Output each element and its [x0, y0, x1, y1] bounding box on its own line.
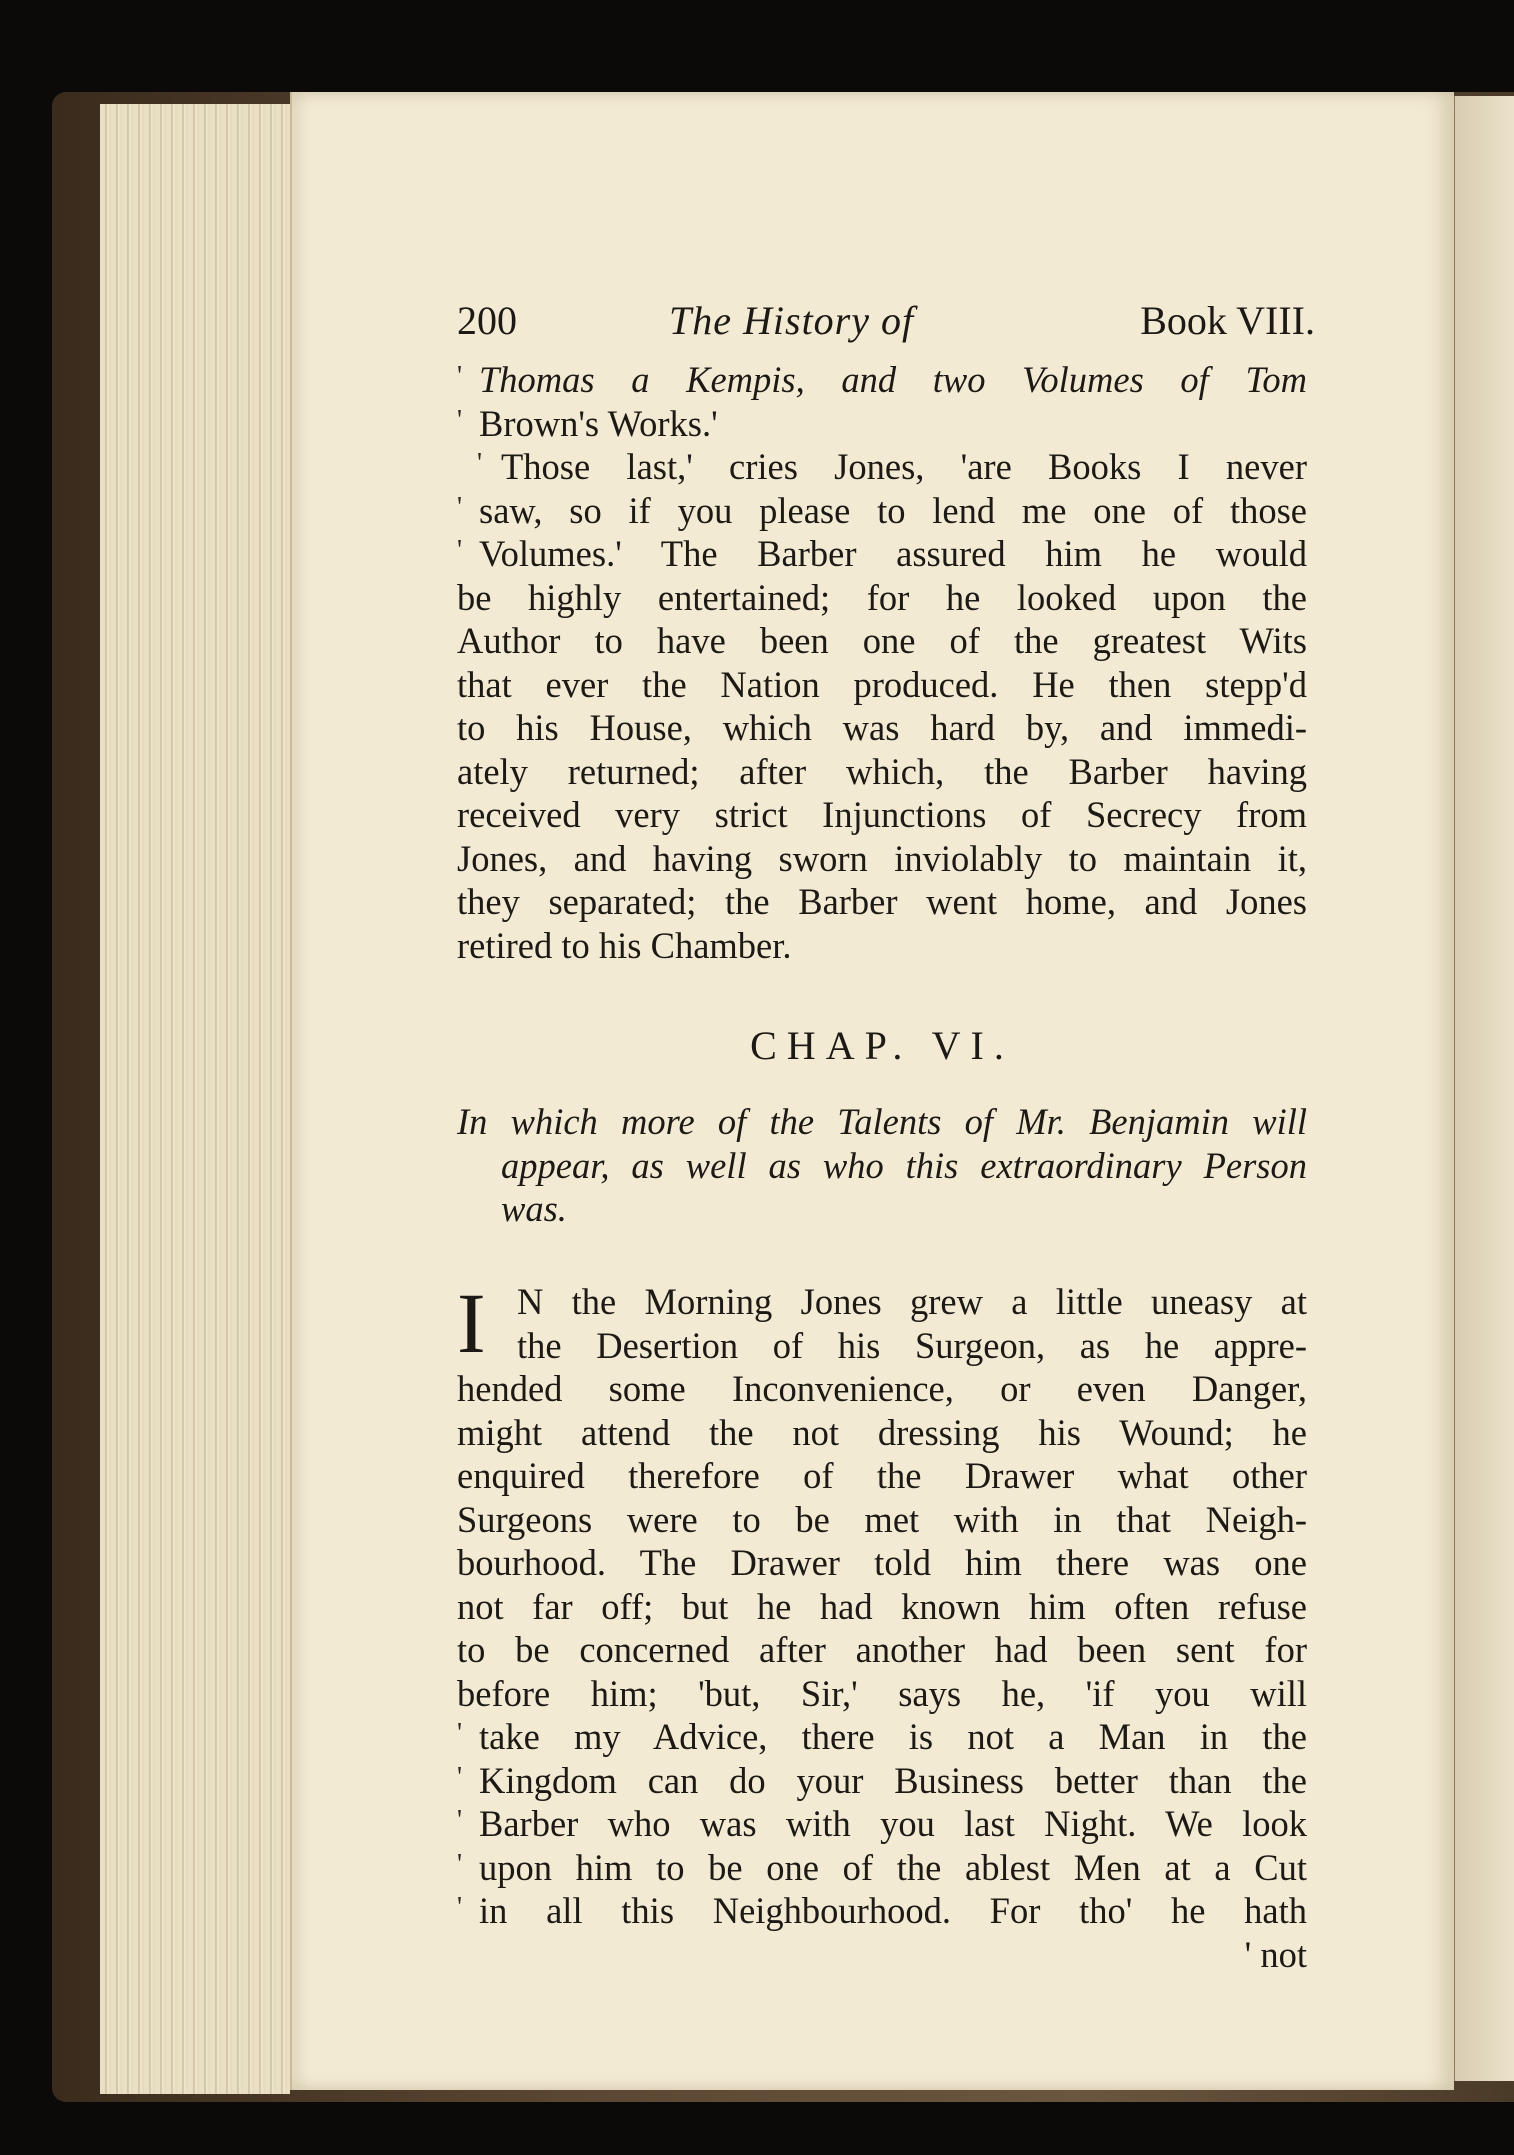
- text-line: ' Thomas a Kempis, and two Volumes of Tom: [457, 359, 1307, 400]
- text-line: ' take my Advice, there is not a Man in the: [457, 1716, 1307, 1757]
- chapter-title-line: In which more of the Talents of Mr. Benjamin will: [457, 1101, 1307, 1142]
- text-line: ' in all this Neighbourhood. For tho' he hath: [457, 1890, 1307, 1931]
- text-line: the Desertion of his Surgeon, as he appre-: [517, 1324, 1307, 1366]
- text-line: ' Volumes.' The Barber assured him he would: [457, 533, 1307, 574]
- quote-mark: ': [457, 1761, 463, 1793]
- text-line: ately returned; after which, the Barber having: [457, 750, 1307, 792]
- text-line: to be concerned after another had been sent for: [457, 1629, 1307, 1670]
- quote-mark: ': [457, 404, 463, 436]
- text-line: bourhood. The Drawer told him there was one: [457, 1542, 1307, 1583]
- paragraph-2: [457, 1275, 1307, 1976]
- text-line: received very strict Injunctions of Secrecy from: [457, 794, 1307, 835]
- page-number: 200: [457, 298, 517, 343]
- text-line: Surgeons were to be met with in that Neigh-: [457, 1498, 1307, 1540]
- quote-mark: ': [457, 535, 463, 566]
- text-line: Jones, and having sworn inviolably to maintain it,: [457, 837, 1307, 879]
- text-line: Author to have been one of the greatest Wits: [457, 620, 1307, 661]
- text-line: enquired therefore of the Drawer what other: [457, 1455, 1307, 1496]
- text-line: before him; 'but, Sir,' says he, 'if you will: [457, 1672, 1307, 1714]
- running-title: The History of: [669, 298, 915, 343]
- text-line: be highly entertained; for he looked upon the: [457, 576, 1307, 618]
- text-line: hended some Inconvenience, or even Danger,: [457, 1368, 1307, 1409]
- quote-mark: ': [457, 1805, 463, 1836]
- paragraph-1: [457, 358, 1307, 967]
- text-line: to his House, which was hard by, and immedi-: [457, 707, 1307, 748]
- book-page: [290, 92, 1454, 2090]
- text-line: ' Those last,' cries Jones, 'are Books I never: [477, 446, 1307, 487]
- catchword: ' not: [1244, 1933, 1307, 1975]
- quote-mark: ': [457, 1718, 463, 1749]
- page-edges: [100, 104, 290, 2094]
- chapter-title-line: was.: [501, 1188, 567, 1229]
- text-line: ' Kingdom can do your Business better than the: [457, 1759, 1307, 1801]
- text-line: retired to his Chamber.: [457, 924, 792, 966]
- catchword-line: [457, 1933, 1307, 1977]
- text-line: that ever the Nation produced. He then stepp'd: [457, 663, 1307, 705]
- quote-mark: ': [457, 1848, 463, 1880]
- text-line: ' Brown's Works.': [457, 402, 718, 444]
- text-line: ' saw, so if you please to lend me one of those: [457, 489, 1307, 531]
- text-line: N the Morning Jones grew a little uneasy at: [517, 1281, 1307, 1322]
- quote-mark: ': [457, 361, 463, 392]
- running-head: [457, 297, 1315, 349]
- text-line: they separated; the Barber went home, and Jones: [457, 881, 1307, 922]
- facing-page-edge: [1452, 96, 1514, 2081]
- text-line: ' Barber who was with you last Night. We look: [457, 1803, 1307, 1844]
- chapter-title-line: appear, as well as who this extraordinary Person: [501, 1144, 1307, 1186]
- text-line: ' upon him to be one of the ablest Men at a Cut: [457, 1846, 1307, 1888]
- text-line: might attend the not dressing his Wound; he: [457, 1411, 1307, 1453]
- drop-cap: I: [457, 1275, 486, 1371]
- chapter-heading: CHAP. VI.: [750, 1023, 1014, 1068]
- quote-mark: ': [457, 1892, 463, 1923]
- text-line: not far off; but he had known him often refuse: [457, 1585, 1307, 1627]
- chapter-title: [457, 1100, 1307, 1231]
- quote-mark: ': [477, 448, 483, 479]
- book-label: Book VIII.: [1140, 298, 1315, 343]
- quote-mark: ': [457, 491, 463, 523]
